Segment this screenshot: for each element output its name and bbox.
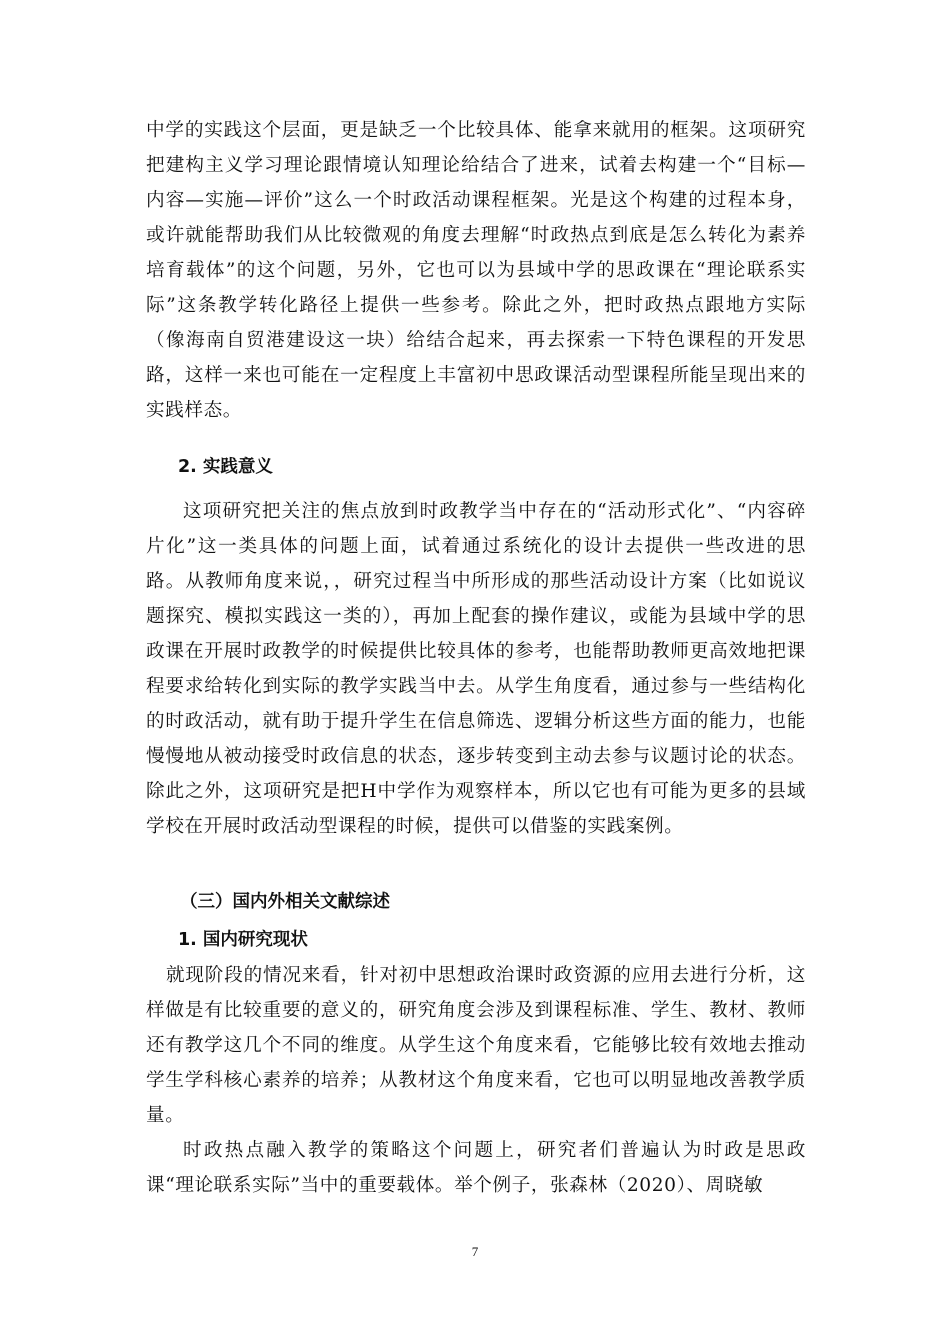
page-number: 7 [471,1244,479,1259]
paragraph-practical-significance: 这项研究把关注的焦点放到时政教学当中存在的“活动形式化”、“内容碎片化”这一类具体的问题上面，试着通过系统化的设计去提供一些改进的思路。从教师角度来说，，研究过程当中所形成的那些活动设计方案（比如说议题探究、模拟实践这一类的），再加上配套的操作建议，或能为县域中学的思政课在开展时政教学的时候提供比较具体的参考，也能帮助教师更高效地把课程要求给转化到实际的教学实践当中去。从学生角度看，通过参与一些结构化的时政活动，就有助于提升学生在信息筛选、逻辑分析这些方面的能力，也能慢慢地从被动接受时政信息的状态，逐步转变到主动去参与议题讨论的状态。除此之外，这项研究是把H中学作为观察样本，所以它也有可能为更多的县域学校在开展时政活动型课程的时候，提供可以借鉴的实践案例。 [146,501,806,837]
paragraph-domestic-status: 就现阶段的情况来看，针对初中思想政治课时政资源的应用去进行分析，这样做是有比较重要的意义的，研究角度会涉及到课程标准、学生、教材、教师还有教学这几个不同的维度。从学生这个角度来看，它能够比较有效地去推动学生学科核心素养的培养；从教材这个角度来看，它也可以明显地改善教学质量。 [146,965,806,1126]
heading-practical-significance: 2. 实践意义 [178,457,273,477]
paragraph-hotspot-strategy: 时政热点融入教学的策略这个问题上，研究者们普遍认为时政是思政课“理论联系实际”当中的重要载体。举个例子，张森林（2020）、周晓敏 [146,1140,806,1196]
paragraph-significance-cont: 中学的实践这个层面，更是缺乏一个比较具体、能拿来就用的框架。这项研究把建构主义学习理论跟情境认知理论给结合了进来，试着去构建一个“目标—内容—实施—评价”这么一个时政活动课程框架。光是这个构建的过程本身，或许就能帮助我们从比较微观的角度去理解“时政热点到底是怎么转化为素养培育载体”的这个问题，另外，它也可以为县域中学的思政课在“理论联系实际”这条教学转化路径上提供一些参考。除此之外，把时政热点跟地方实际（像海南自贸港建设这一块）给结合起来，再去探索一下特色课程的开发思路，这样一来也可能在一定程度上丰富初中思政课活动型课程所能呈现出来的实践样态。 [146,120,806,421]
heading-literature-review: （三）国内外相关文献综述 [180,892,390,912]
heading-domestic-research: 1. 国内研究现状 [178,930,308,950]
